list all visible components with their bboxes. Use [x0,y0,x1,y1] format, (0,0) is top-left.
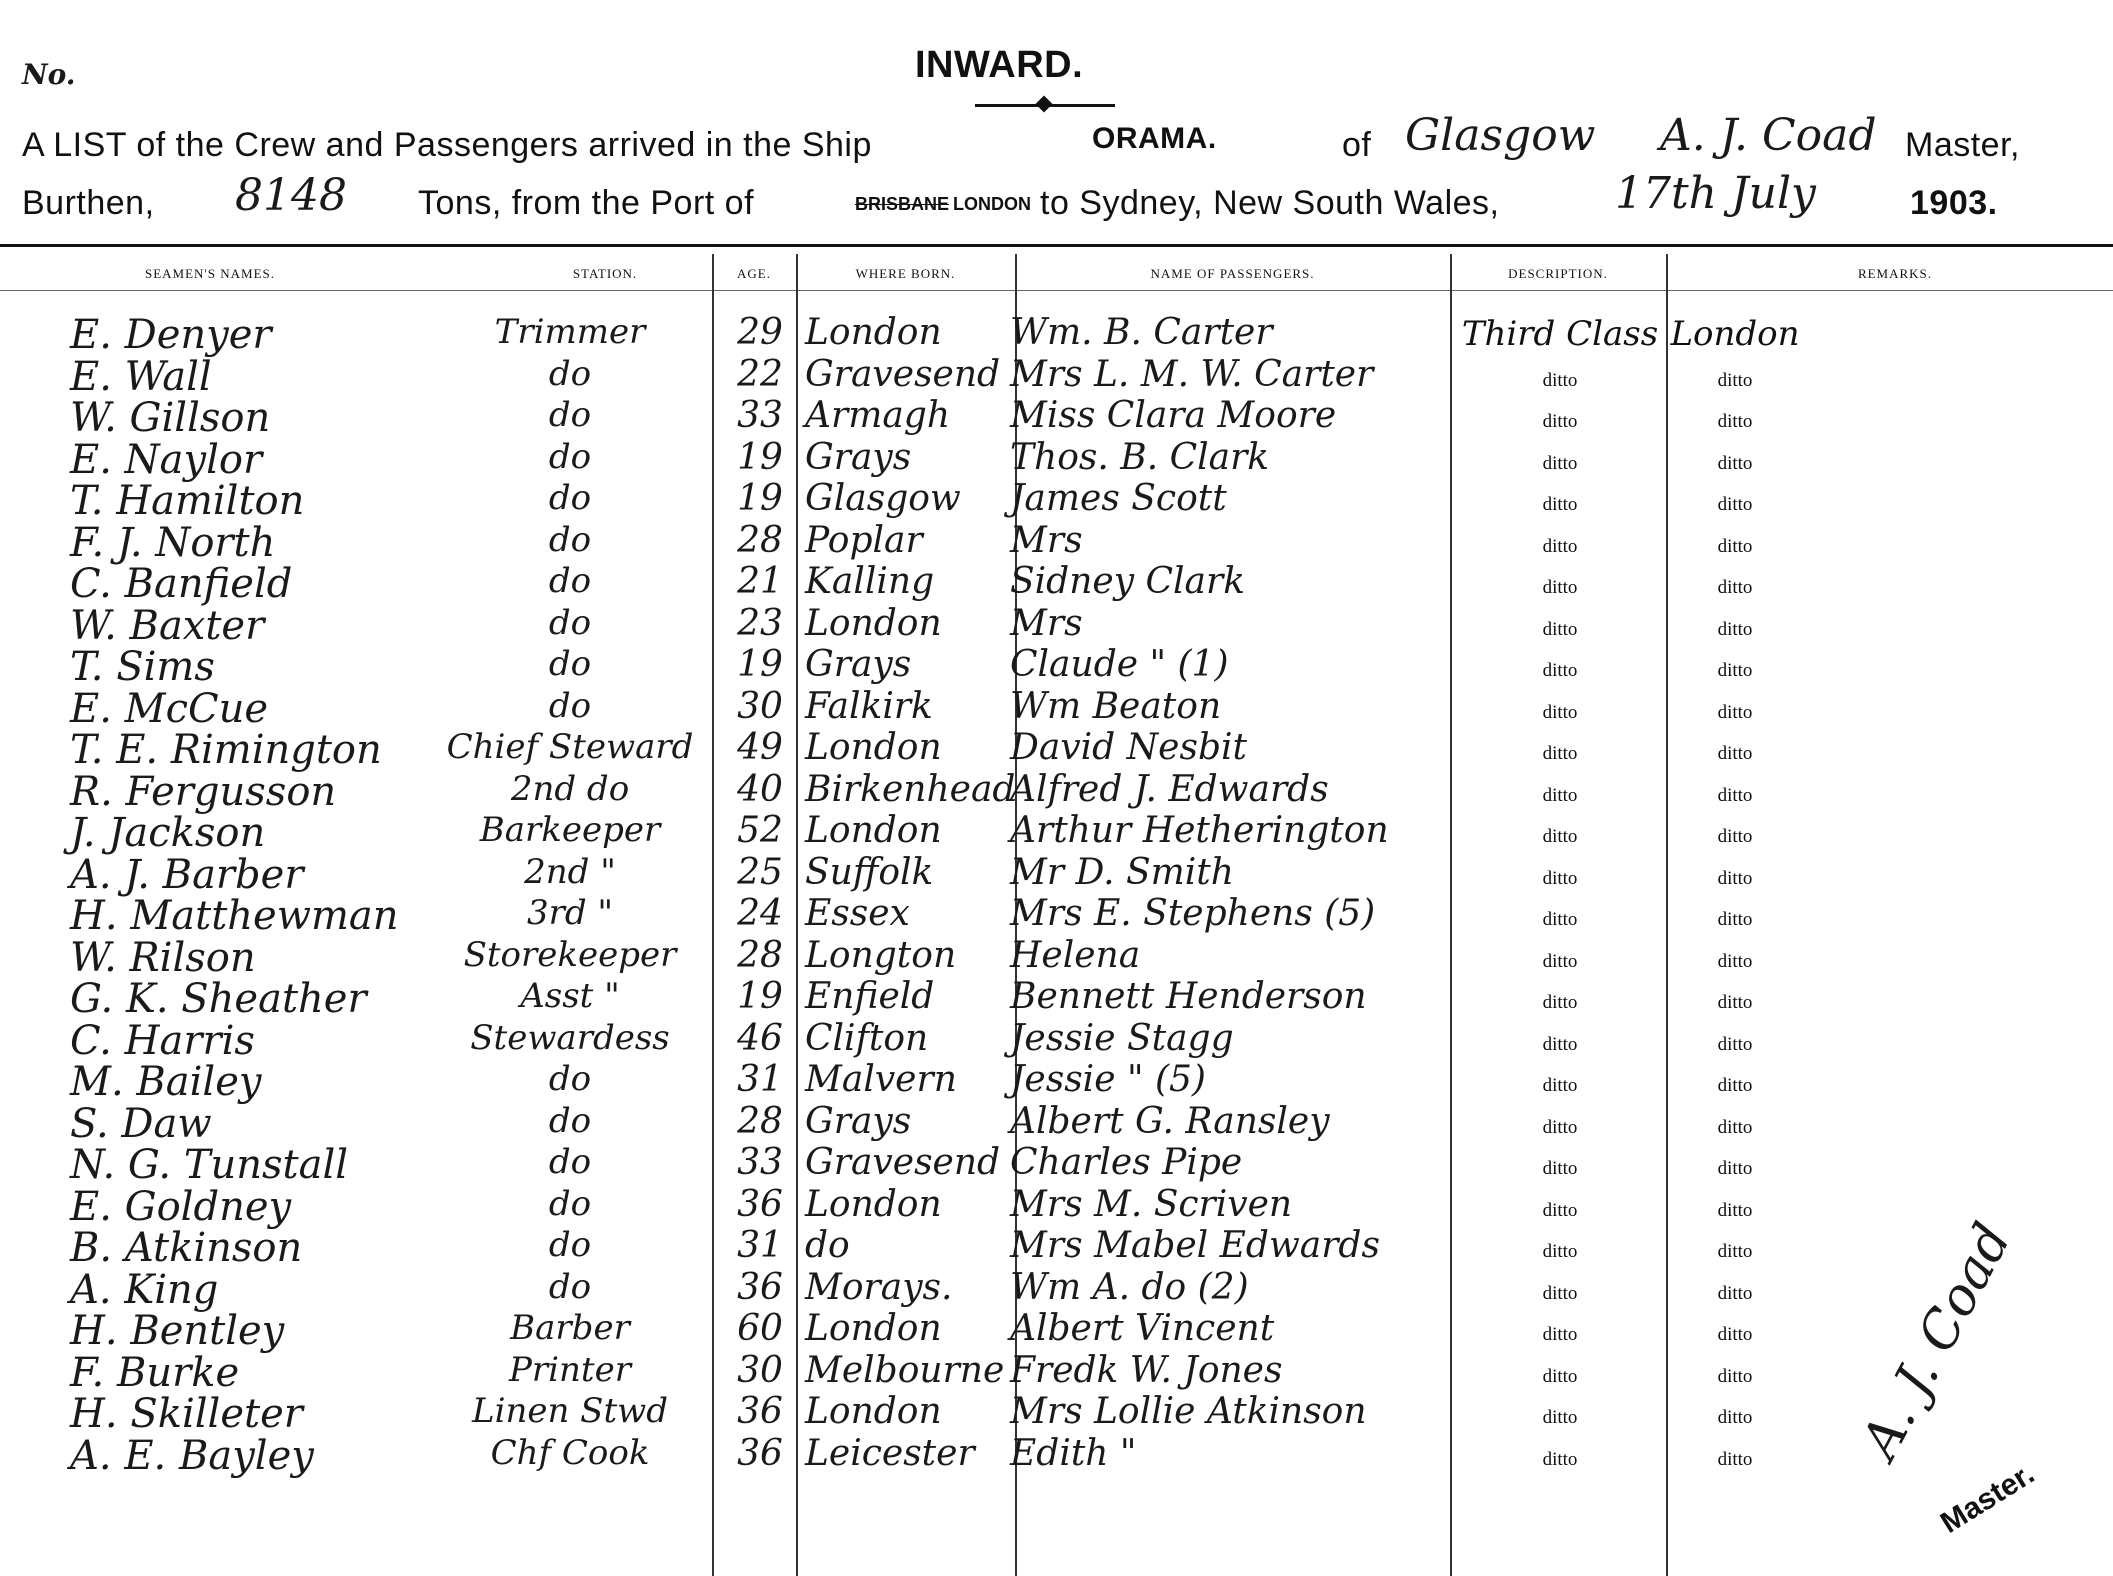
passenger-name: Charles Pipe [1010,1142,1243,1183]
passenger-name: Edith " [1010,1432,1137,1474]
passenger-destination: ditto [1717,1324,1753,1345]
page-title: INWARD. [915,44,1084,86]
seaman-name: W. Rilson [70,934,256,981]
passenger-destination: ditto [1717,701,1753,723]
passenger-name: Mrs L. M. W. Carter [1010,353,1374,395]
seaman-station: Asst " [520,976,620,1016]
seaman-station: do [548,519,592,560]
table-header-rule [0,290,2113,291]
seaman-station: 2nd do [510,768,630,809]
passenger-name: James Scott [1010,478,1227,519]
passenger-description: ditto [1542,867,1578,889]
seaman-name: T. Hamilton [70,478,305,524]
col-header-born: WHERE BORN. [855,266,956,281]
burthen-label: Burthen, [22,184,155,222]
passenger-description: ditto [1542,1282,1578,1304]
seaman-birthplace: Suffolk [805,851,934,893]
seaman-birthplace: London [805,810,942,851]
seaman-age: 23 [737,602,783,644]
seaman-station: Barber [510,1308,630,1348]
seaman-birthplace: Birkenhead [805,768,1016,810]
destination-label: to Sydney, New South Wales, [1040,184,1500,222]
seaman-station: Trimmer [494,312,646,352]
passenger-description: ditto [1542,1241,1578,1262]
seaman-name: E. Denyer [70,312,272,358]
seaman-birthplace: Clifton [805,1017,929,1059]
passenger-name: Claude " (1) [1010,644,1229,685]
seaman-age: 19 [737,436,783,478]
seaman-birthplace: Poplar [805,519,923,561]
seaman-birthplace: Armagh [805,395,951,436]
seaman-name: F. Burke [70,1349,240,1396]
passenger-destination: ditto [1717,494,1753,515]
passenger-description: ditto [1542,494,1578,515]
passenger-description: ditto [1542,1158,1578,1179]
seaman-name: W. Baxter [70,602,265,649]
passenger-destination: ditto [1717,618,1753,640]
seaman-station: 3rd " [526,893,614,933]
passenger-destination: ditto [1717,1075,1753,1096]
passenger-name: Mrs [1010,519,1083,561]
passenger-description: ditto [1542,826,1578,847]
master-signature: A. J. Coad [1850,1214,2024,1469]
seaman-name: J. Jackson [70,810,266,856]
seaman-birthplace: Malvern [805,1059,957,1100]
passenger-description: ditto [1542,743,1578,764]
seaman-station: 2nd " [524,851,616,892]
seaman-station: do [548,1266,592,1307]
col-header-passengers: NAME OF PASSENGERS. [1150,266,1315,281]
passenger-destination: ditto [1717,1365,1753,1387]
seaman-age: 30 [737,1349,783,1391]
seaman-age: 28 [737,519,783,561]
passenger-destination: ditto [1717,577,1753,598]
seaman-station: Printer [509,1349,631,1390]
seaman-age: 25 [737,851,783,893]
passenger-name: Jessie " (5) [1010,1059,1206,1100]
passenger-name: Albert G. Ransley [1010,1100,1330,1142]
passenger-description: ditto [1542,784,1578,806]
seaman-age: 19 [737,644,783,685]
seaman-birthplace: Gravesend [805,1142,1001,1183]
seaman-age: 33 [737,395,783,436]
seaman-age: 31 [737,1059,783,1100]
master-name-header: A. J. Coad [1660,110,1877,161]
seaman-age: 60 [737,1308,783,1349]
arrival-date: 17th July [1615,168,1816,219]
passenger-description: ditto [1542,909,1578,930]
seaman-name: M. Bailey [70,1059,262,1105]
passenger-destination: ditto [1717,1407,1753,1428]
seaman-station: Chief Steward [446,727,694,767]
seaman-station: do [548,602,592,643]
passenger-description: ditto [1542,660,1578,681]
passenger-name: Wm. B. Carter [1010,312,1273,353]
passenger-name: Mrs Mabel Edwards [1010,1225,1380,1266]
ship-name: ORAMA. [1092,122,1217,155]
passenger-name: Bennett Henderson [1010,976,1367,1017]
passenger-name: Fredk W. Jones [1010,1349,1283,1391]
passenger-destination: ditto [1717,784,1753,806]
passenger-description: ditto [1542,1365,1578,1387]
passenger-destination: ditto [1717,1116,1753,1138]
seaman-age: 24 [737,893,783,934]
passenger-description: ditto [1542,1033,1578,1055]
seaman-birthplace: Longton [805,934,957,976]
passenger-destination: ditto [1717,1241,1753,1262]
col-header-age: AGE. [737,266,771,281]
seaman-name: A. King [70,1266,219,1313]
passenger-description: ditto [1542,452,1578,474]
seaman-birthplace: Morays. [805,1266,953,1308]
seaman-name: E. Wall [70,353,212,400]
seaman-age: 19 [737,478,783,519]
passenger-description: ditto [1542,1199,1578,1221]
passenger-destination: ditto [1717,660,1753,681]
seaman-age: 28 [737,934,783,976]
seaman-birthplace: Grays [805,644,912,685]
passenger-description: ditto [1542,1448,1578,1470]
seaman-age: 40 [737,768,783,810]
seaman-station: Chf Cook [490,1432,650,1473]
passenger-destination: ditto [1717,535,1753,557]
seaman-age: 36 [737,1183,783,1225]
seaman-name: A. J. Barber [70,851,304,898]
seaman-station: do [548,1100,592,1141]
col-header-seamen: SEAMEN'S NAMES. [144,266,276,281]
seaman-name: H. Bentley [70,1308,285,1354]
seaman-age: 21 [737,561,783,602]
seaman-age: 29 [737,312,783,353]
seaman-age: 36 [737,1266,783,1308]
seaman-name: T. Sims [70,644,215,690]
seaman-birthplace: Essex [805,893,910,934]
seaman-station: do [548,1142,592,1182]
seaman-birthplace: Glasgow [805,478,961,519]
seaman-birthplace: Falkirk [805,685,933,727]
passenger-name: Jessie Stagg [1010,1017,1234,1059]
passenger-name: Mrs Lollie Atkinson [1010,1391,1367,1432]
form-number-label: No. [22,58,76,91]
seaman-age: 49 [737,727,783,768]
seaman-station: do [548,395,592,435]
passenger-name: Mrs [1010,602,1083,644]
seaman-name: F. J. North [70,519,276,566]
tonnage: 8148 [235,170,347,221]
col-header-remarks: REMARKS. [1857,266,1933,281]
passenger-name: Alfred J. Edwards [1010,768,1329,810]
seaman-name: E. Goldney [70,1183,292,1230]
col-header-description: DESCRIPTION. [1508,266,1608,281]
tons-from-label: Tons, from the Port of [418,184,755,222]
passenger-name: Wm Beaton [1010,685,1222,727]
seaman-age: 46 [737,1017,783,1059]
seaman-age: 36 [737,1432,783,1474]
passenger-description: ditto [1542,1407,1578,1428]
passenger-name: Wm A. do (2) [1010,1266,1249,1308]
passenger-description: ditto [1542,950,1578,972]
seaman-age: 19 [737,976,783,1017]
seaman-name: S. Daw [70,1100,212,1147]
home-port: Glasgow [1405,110,1596,161]
passenger-destination: ditto [1717,909,1753,930]
passenger-destination: ditto [1717,452,1753,474]
passenger-name: David Nesbit [1010,727,1247,768]
seaman-birthplace: Gravesend [805,353,1001,395]
seaman-age: 30 [737,685,783,727]
seaman-name: E. McCue [70,685,269,732]
passenger-name: Albert Vincent [1010,1308,1275,1349]
passenger-description: ditto [1542,369,1578,391]
seaman-name: T. E. Rimington [70,727,382,773]
seaman-name: C. Banfield [70,561,293,607]
passenger-description: ditto [1542,618,1578,640]
passenger-name: Thos. B. Clark [1010,436,1270,478]
seaman-station: Barkeeper [479,810,661,850]
seaman-birthplace: do [805,1225,850,1266]
seaman-name: E. Naylor [70,436,263,483]
passenger-description: ditto [1542,1324,1578,1345]
port-of-departure: LONDON [953,194,1031,214]
table-top-rule [0,244,2113,247]
master-label: Master, [1905,126,2020,164]
passenger-name: Miss Clara Moore [1010,395,1337,436]
seaman-name: G. K. Sheather [70,976,367,1022]
header-line1-prefix: A LIST of the Crew and Passengers arrived in the Ship [22,126,872,164]
seaman-station: Stewardess [470,1017,670,1058]
seaman-birthplace: London [805,1183,942,1225]
passenger-destination: ditto [1717,411,1753,432]
seaman-name: A. E. Bayley [70,1432,314,1479]
passenger-description: Third Class [1461,314,1659,354]
passenger-destination: ditto [1717,369,1753,391]
seaman-name: R. Fergusson [70,768,337,815]
seaman-station: do [548,353,592,394]
arrival-year: 1903. [1910,184,1998,222]
passenger-name: Helena [1010,934,1141,976]
seaman-name: H. Matthewman [70,893,399,939]
passenger-name: Mr D. Smith [1010,851,1234,893]
seaman-birthplace: Grays [805,436,912,478]
passenger-description: ditto [1542,411,1578,432]
seaman-station: do [548,685,592,726]
passenger-name: Mrs M. Scriven [1010,1183,1293,1225]
passenger-name: Arthur Hetherington [1010,810,1389,851]
seaman-name: H. Skilleter [70,1391,303,1437]
passenger-destination: ditto [1717,867,1753,889]
seaman-name: N. G. Tunstall [70,1142,349,1188]
seaman-age: 22 [737,353,783,395]
seaman-birthplace: Leicester [805,1432,975,1474]
seaman-station: do [548,644,592,684]
seaman-birthplace: London [805,1391,942,1432]
port-struck-out: BRISBANE [855,194,950,214]
seaman-station: do [548,436,592,477]
seaman-name: C. Harris [70,1017,255,1064]
seaman-birthplace: London [805,602,942,644]
passenger-destination: ditto [1717,992,1753,1013]
seaman-birthplace: London [805,312,942,353]
passenger-destination: ditto [1717,1033,1753,1055]
passenger-destination: ditto [1717,1199,1753,1221]
passenger-destination: ditto [1717,1158,1753,1179]
seaman-age: 52 [737,810,783,851]
passenger-description: ditto [1542,701,1578,723]
passenger-destination: ditto [1717,743,1753,764]
seaman-birthplace: Melbourne [805,1349,1005,1391]
title-ornament-diamond [1036,96,1053,113]
table-row [0,1432,2113,1481]
passenger-description: ditto [1542,535,1578,557]
seaman-station: do [548,1183,592,1224]
passenger-name: Sidney Clark [1010,561,1246,602]
seaman-station: do [548,1225,592,1265]
passenger-description: ditto [1542,1116,1578,1138]
seaman-birthplace: London [805,1308,942,1349]
of-label: of [1342,126,1372,164]
passenger-destination: ditto [1717,1282,1753,1304]
seaman-age: 28 [737,1100,783,1142]
passenger-destination: ditto [1717,826,1753,847]
seaman-age: 31 [737,1225,783,1266]
seaman-station: Linen Stwd [472,1391,668,1431]
passenger-description: ditto [1542,577,1578,598]
seaman-station: do [548,1059,592,1099]
seaman-name: W. Gillson [70,395,271,441]
seaman-birthplace: Kalling [805,561,935,602]
passenger-name: Mrs E. Stephens (5) [1010,893,1376,934]
seaman-age: 33 [737,1142,783,1183]
seaman-birthplace: Grays [805,1100,912,1142]
passenger-destination: London [1670,314,1800,354]
seaman-station: do [548,561,592,601]
seaman-age: 36 [737,1391,783,1432]
passenger-description: ditto [1542,992,1578,1013]
seaman-birthplace: Enfield [805,976,935,1017]
passenger-destination: ditto [1717,1448,1753,1470]
seaman-station: do [548,478,592,518]
col-header-station: STATION. [572,266,638,281]
seaman-name: B. Atkinson [70,1225,303,1271]
passenger-destination: ditto [1717,950,1753,972]
seaman-birthplace: London [805,727,942,768]
passenger-description: ditto [1542,1075,1578,1096]
master-stamp: Master. [1935,1457,2041,1540]
seaman-station: Storekeeper [463,934,677,975]
